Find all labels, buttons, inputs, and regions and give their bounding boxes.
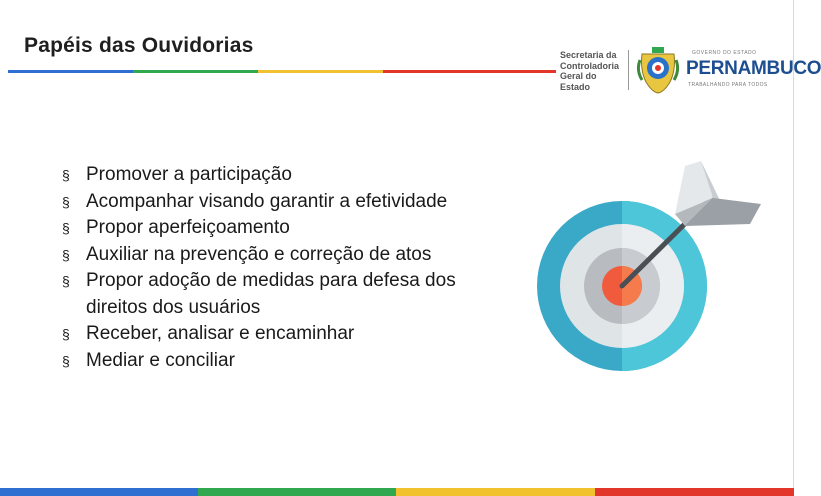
logo-divider: [628, 50, 629, 90]
bottom-stripe: [0, 488, 794, 496]
list-item: § Propor aperfeiçoamento: [62, 217, 290, 238]
roles-list: [62, 162, 522, 374]
target-arrow-icon: [535, 156, 767, 378]
list-item: § Propor adoção de medidas para defesa dos direitos dos usuários: [62, 270, 456, 318]
list-item: § Promover a participação: [62, 164, 292, 185]
secretaria-logo: Secretaria da Controladoria Geral do Estado: [560, 50, 620, 92]
list-item: § Acompanhar visando garantir a efetividade: [62, 190, 448, 212]
title-underline: [8, 70, 556, 73]
header-logos: Secretaria da Controladoria Geral do Estado GOVERNO DO ESTADO PERNAMBUCO TRABALHANDO PARA TODOS: [560, 44, 770, 100]
list-item: § Auxiliar na prevenção e correção de atos: [62, 243, 432, 265]
list-item: § Mediar e conciliar: [62, 349, 235, 371]
list-item: § Receber, analisar e encaminhar: [62, 323, 355, 344]
pernambuco-wordmark: PERNAMBUCO: [686, 58, 821, 79]
state-crest-icon: [636, 46, 680, 94]
slide-title: Papéis das Ouvidorias: [24, 34, 254, 57]
